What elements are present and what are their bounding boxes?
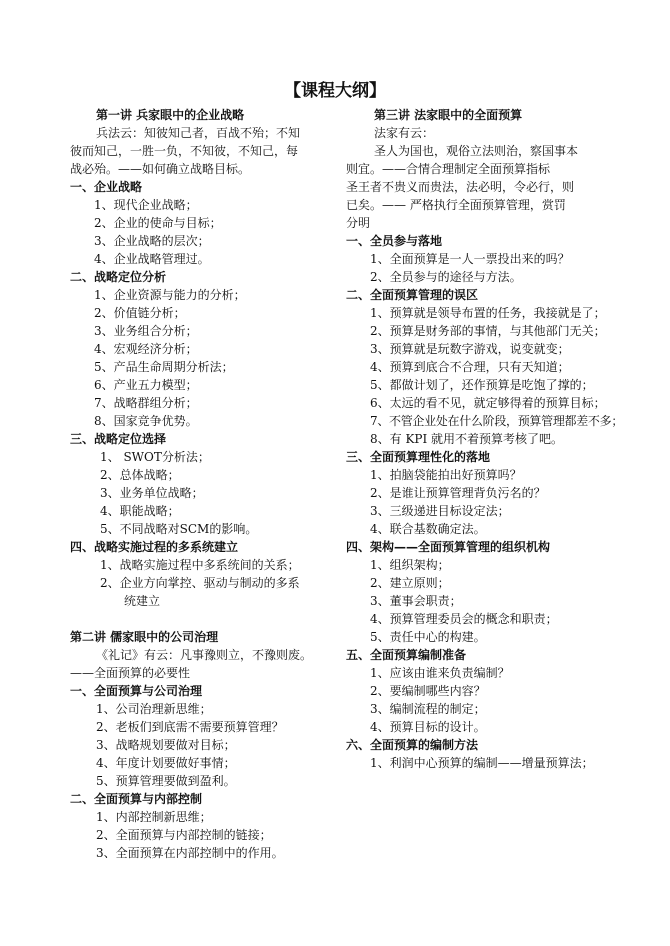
lecture-1-quote-line: 彼而知己，一胜一负，不知彼，不知己，每: [70, 144, 299, 158]
list-item: 1、公司治理新思维；: [96, 702, 212, 716]
list-item: 1、全面预算是一人一票投出来的吗？: [370, 252, 570, 266]
list-item: 6、太远的看不见，就定够得着的预算目标；: [370, 396, 606, 410]
list-item: 2、建立原则；: [370, 576, 450, 590]
list-item: 8、国家竞争优势。: [94, 414, 198, 428]
lecture-3-quote-line: 圣人为国也，观俗立法则治，察国事本: [374, 144, 579, 158]
list-item: 5、都做计划了，还作预算是吃饱了撑的；: [370, 378, 594, 392]
section-title: 五、全面预算编制准备: [346, 648, 467, 662]
list-item: 2、老板们到底需不需要预算管理？: [96, 720, 284, 734]
list-item: 4、预算管理委员会的概念和职责；: [370, 612, 558, 626]
list-item: 1、现代企业战略；: [94, 198, 198, 212]
list-item: 3、董事会职责；: [370, 594, 462, 608]
list-item: 4、预算目标的设计。: [370, 720, 486, 734]
list-item: 1、利润中心预算的编制——增量预算法；: [370, 756, 594, 770]
list-item: 2、全员参与的途径与方法。: [370, 270, 522, 284]
lecture-3-quote-line: 法家有云：: [374, 126, 435, 140]
list-item: 2、价值链分析；: [94, 306, 186, 320]
section-title: 二、全面预算管理的误区: [346, 288, 479, 302]
list-item: 1、拍脑袋能拍出好预算吗？: [370, 468, 522, 482]
lecture-3-quote-line: 圣王者不贵义而贵法，法必明，令必行，则: [346, 180, 575, 194]
list-item: 5、预算管理要做到盈利。: [96, 774, 236, 788]
list-item: 3、业务组合分析；: [94, 324, 198, 338]
list-item: 8、有 KPI 就用不着预算考核了吧。: [370, 432, 564, 446]
section-title: 二、战略定位分析: [70, 270, 167, 284]
lecture-1-quote-line: 战必殆。——如何确立战略目标。: [70, 162, 251, 176]
lecture-1-quote-line: 兵法云：知彼知己者，百战不殆；不知: [96, 126, 301, 140]
list-item: 1、预算就是领导布置的任务，我接就是了；: [370, 306, 606, 320]
lecture-2-quote-line: 《礼记》有云：凡事豫则立，不豫则废。: [96, 648, 313, 662]
lecture-2-title: 第二讲 儒家眼中的公司治理: [70, 630, 219, 644]
lecture-2-quote-line: ——全面预算的必要性: [70, 666, 191, 680]
list-item: 3、企业战略的层次；: [94, 234, 210, 248]
list-item: 5、不同战略对SCM的影响。: [100, 522, 258, 536]
list-item: 2、预算是财务部的事情，与其他部门无关；: [370, 324, 606, 338]
section-title: 六、全面预算的编制方法: [346, 738, 479, 752]
section-title: 三、战略定位选择: [70, 432, 167, 446]
list-item: 4、年度计划要做好事情；: [96, 756, 236, 770]
list-item: 1、企业资源与能力的分析；: [94, 288, 246, 302]
list-item: 3、战略规划要做对目标；: [96, 738, 236, 752]
section-title: 一、全面预算与公司治理: [70, 684, 203, 698]
list-item: 5、产品生命周期分析法；: [94, 360, 234, 374]
section-title: 一、全员参与落地: [346, 234, 443, 248]
list-item: 3、业务单位战略；: [100, 486, 204, 500]
list-item: 2、总体战略；: [100, 468, 180, 482]
list-item: 2、全面预算与内部控制的链接；: [96, 828, 272, 842]
list-item: 3、预算就是玩数字游戏，说变就变；: [370, 342, 570, 356]
list-item: 4、预算到底合不合理，只有天知道；: [370, 360, 570, 374]
list-item: 4、职能战略；: [100, 504, 180, 518]
section-title: 一、企业战略: [70, 180, 143, 194]
list-item: 2、要编制哪些内容？: [370, 684, 486, 698]
section-title: 三、全面预算理性化的落地: [346, 450, 491, 464]
lecture-3-quote-line: 已矣。—— 严格执行全面预算管理，赏罚: [346, 198, 566, 212]
list-item: 4、宏观经济分析；: [94, 342, 198, 356]
section-title: 四、战略实施过程的多系统建立: [70, 540, 239, 554]
right-column: [346, 106, 656, 772]
list-item: 1、 SWOT分析法；: [100, 450, 210, 464]
list-item: 1、内部控制新思维；: [96, 810, 212, 824]
list-item: 7、不管企业处在什么阶段，预算管理都差不多；: [370, 414, 624, 428]
spacer: [70, 610, 338, 628]
list-item: 3、三级递进目标设定法；: [370, 504, 510, 518]
list-item: 1、应该由谁来负责编制？: [370, 666, 510, 680]
list-item: 1、战略实施过程中多系统间的关系；: [100, 558, 300, 572]
section-title: 二、全面预算与内部控制: [70, 792, 203, 806]
list-item: 2、是谁让预算管理背负污名的？: [370, 486, 546, 500]
list-item: 统建立: [124, 594, 161, 608]
page-title: 【课程大纲】: [284, 81, 386, 101]
lecture-3-quote-line: 则宜。——合情合理制定全面预算指标: [346, 162, 551, 176]
list-item: 6、产业五力模型；: [94, 378, 198, 392]
lecture-3-quote-line: 分明: [346, 216, 371, 230]
list-item: 1、组织架构；: [370, 558, 450, 572]
list-item: 2、企业方向掌控、驱动与制动的多系: [100, 576, 300, 590]
list-item: 3、全面预算在内部控制中的作用。: [96, 846, 284, 860]
list-item: 5、责任中心的构建。: [370, 630, 486, 644]
list-item: 7、战略群组分析；: [94, 396, 198, 410]
list-item: 4、联合基数确定法。: [370, 522, 486, 536]
list-item: 2、企业的使命与目标；: [94, 216, 222, 230]
list-item: 3、编制流程的制定；: [370, 702, 486, 716]
list-item: 4、企业战略管理过。: [94, 252, 210, 266]
lecture-1-title: 第一讲 兵家眼中的企业战略: [96, 108, 245, 122]
left-column: [70, 106, 338, 862]
section-title: 四、架构——全面预算管理的组织机构: [346, 540, 551, 554]
lecture-3-title: 第三讲 法家眼中的全面预算: [374, 108, 523, 122]
